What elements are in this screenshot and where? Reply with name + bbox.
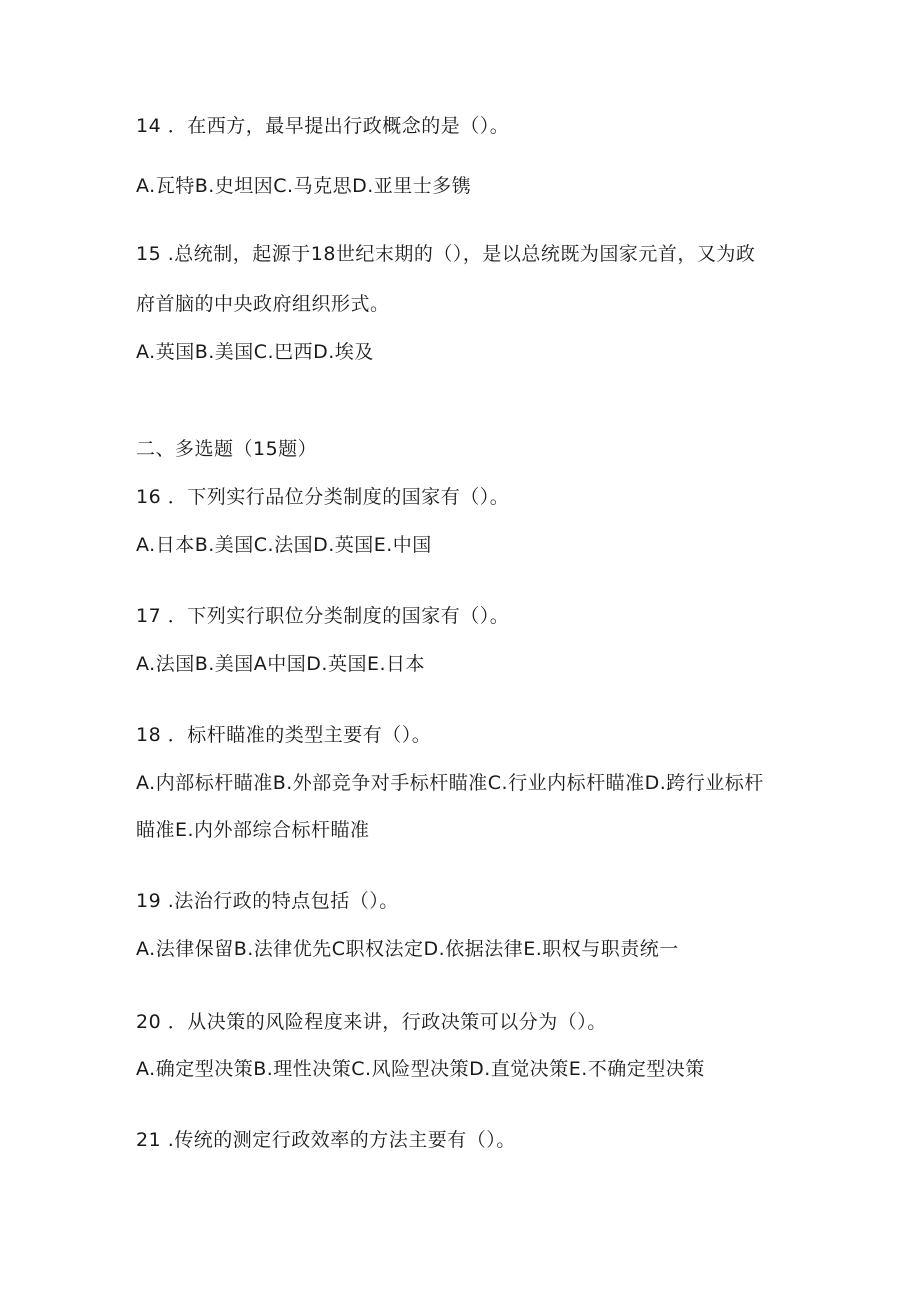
question-20-options: A.确定型决策B.理性决策C.风险型决策D.直觉决策E.不确定型决策 <box>136 1058 705 1080</box>
question-15-continued: 府首脑的中央政府组织形式。 <box>136 293 390 315</box>
question-21: 21 .传统的测定行政效率的方法主要有（）。 <box>136 1129 516 1151</box>
question-18-options-continued: 瞄准E.内外部综合标杆瞄准 <box>136 819 370 841</box>
question-15-options: A.英国B.美国C.巴西D.埃及 <box>136 341 374 363</box>
question-17-options: A.法国B.美国A中国D.英国E.日本 <box>136 653 425 675</box>
question-16-options: A.日本B.美国C.法国D.英国E.中国 <box>136 534 432 556</box>
question-18-options: A.内部标杆瞄准B.外部竞争对手标杆瞄准C.行业内标杆瞄准D.跨行业标杆 <box>136 772 764 794</box>
question-19: 19 .法治行政的特点包括（）。 <box>136 890 399 912</box>
question-20: 20 ．从决策的风险程度来讲，行政决策可以分为（）。 <box>136 1011 607 1033</box>
question-14: 14 ．在西方，最早提出行政概念的是（）。 <box>136 115 510 137</box>
question-16: 16 ．下列实行品位分类制度的国家有（）。 <box>136 486 510 508</box>
question-15: 15 .总统制，起源于18世纪末期的（），是以总统既为国家元首，又为政 <box>136 243 756 265</box>
question-14-options: A.瓦特B.史坦因C.马克思D.亚里士多镌 <box>136 175 472 197</box>
section-heading-multiple-choice: 二、多选题（15题） <box>136 438 318 460</box>
question-19-options: A.法律保留B.法律优先C职权法定D.依据法律E.职权与职责统一 <box>136 938 679 960</box>
question-18: 18 ．标杆瞄准的类型主要有（）。 <box>136 724 432 746</box>
question-17: 17 ．下列实行职位分类制度的国家有（）。 <box>136 605 510 627</box>
